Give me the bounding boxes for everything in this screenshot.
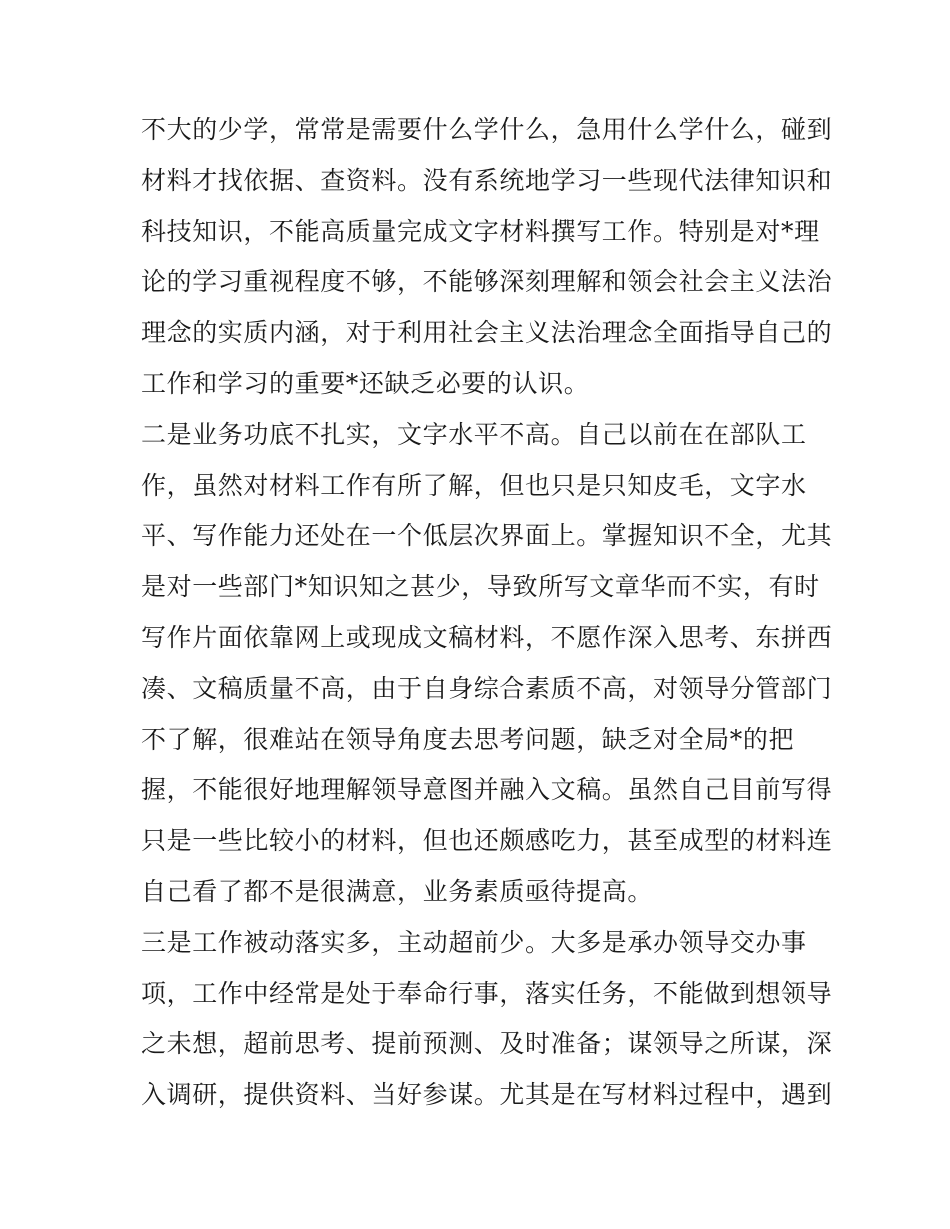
text-line: 作，虽然对材料工作有所了解，但也只是只知皮毛，文字水 [141,470,807,500]
text-line: 理念的实质内涵，对于利用社会主义法治理念全面指导自己的 [141,318,833,348]
text-line: 入调研，提供资料、当好参谋。尤其是在写材料过程中，遇到 [141,1080,833,1110]
text-line: 二是业务功底不扎实，文字水平不高。自己以前在在部队工 [141,419,807,449]
text-line: 是对一些部门*知识知之甚少，导致所写文章华而不实，有时 [141,572,820,602]
text-line: 工作和学习的重要*还缺乏必要的认识。 [141,368,590,398]
text-line: 之未想，超前思考、提前预测、及时准备；谋领导之所谋，深 [141,1029,833,1059]
text-line: 只是一些比较小的材料，但也还颇感吃力，甚至成型的材料连 [141,826,833,856]
text-line: 自己看了都不是很满意，业务素质亟待提高。 [141,876,654,906]
text-line: 三是工作被动落实多，主动超前少。大多是承办领导交办事 [141,927,807,957]
text-line: 写作片面依靠网上或现成文稿材料，不愿作深入思考、东拼西 [141,622,833,652]
text-line: 材料才找依据、查资料。没有系统地学习一些现代法律知识和 [141,165,833,195]
text-line: 不大的少学，常常是需要什么学什么，急用什么学什么，碰到 [141,115,833,144]
text-line: 科技知识，不能高质量完成文字材料撰写工作。特别是对*理 [141,216,820,246]
body-text [141,105,833,1121]
text-line: 握，不能很好地理解领导意图并融入文稿。虽然自己目前写得 [141,775,833,805]
text-line: 平、写作能力还处在一个低层次界面上。掌握知识不全，尤其 [141,521,833,551]
text-line: 论的学习重视程度不够，不能够深刻理解和领会社会主义法治 [141,267,833,297]
text-line: 凑、文稿质量不高，由于自身综合素质不高，对领导分管部门 [141,673,833,703]
text-line: 不了解，很难站在领导角度去思考问题，缺乏对全局*的把 [141,724,795,754]
text-line: 项，工作中经常是处于奉命行事，落实任务，不能做到想领导 [141,978,833,1008]
